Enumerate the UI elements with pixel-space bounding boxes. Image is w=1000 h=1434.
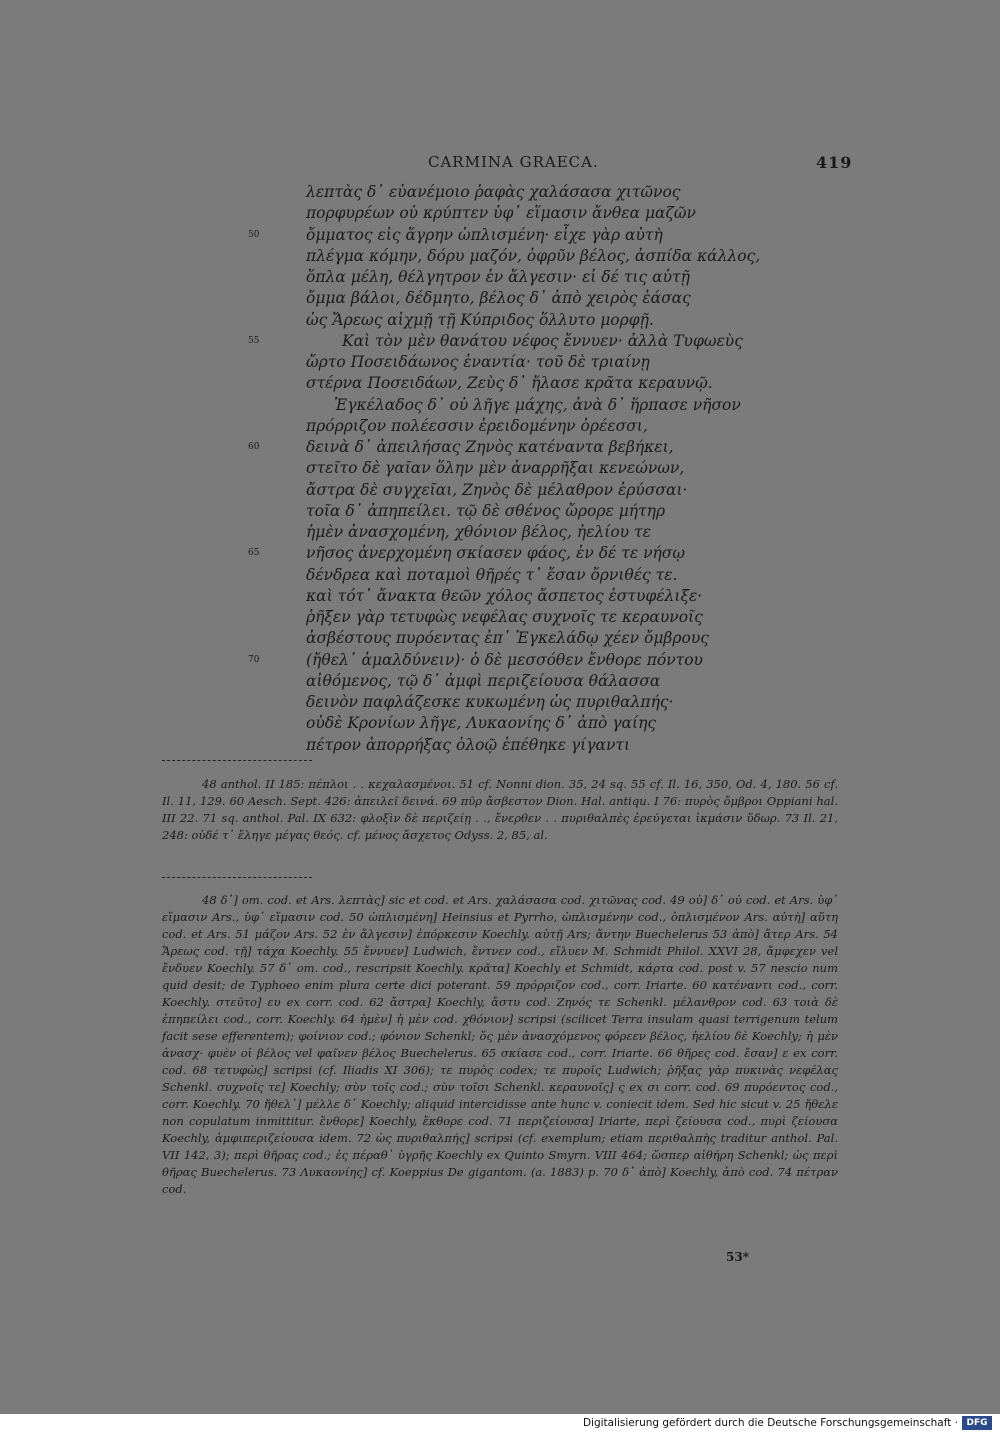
- verse-line-text: πέτρον ἀπορρήξας ὀλοῷ ἐπέθηκε γίγαντι: [306, 735, 631, 754]
- verse-line-text: ὅπλα μέλη, θέλγητρον ἐν ἄλγεσιν· εἰ δέ τις αὐτῇ: [306, 268, 690, 286]
- verse-line-text: πρόρριζον πολέεσσιν ἐρειδομένην ὀρέεσσι,: [306, 416, 648, 435]
- page-number: 419: [816, 153, 853, 172]
- verse-line-text: τοῖα δ᾿ ἀπηπείλει. τῷ δὲ σθένος ὤρορε μήτηρ: [306, 501, 666, 520]
- verse-line-text: αἰθόμενος, τῷ δ᾿ ἀμφὶ περιζείουσα θάλασσα: [306, 671, 661, 690]
- verse-line: [248, 437, 832, 458]
- footer-credit: Digitalisierung gefördert durch die Deutsche Forschungsgemeinschaft ·: [582, 1417, 958, 1429]
- verse-line-text: δεινὰ δ᾿ ἀπειλήσας Ζηνὸς κατέναντα βεβήκει,: [306, 438, 674, 456]
- verse-line: [272, 501, 832, 522]
- verse-text: [248, 182, 832, 756]
- verse-line-text: δεινὸν παφλάζεσκε κυκωμένη ὡς πυριθαλπής·: [306, 693, 674, 711]
- apparatus-text: 48 δ᾿] om. cod. et Ars. λεπτὰς] sic et cod. et Ars. χαλάσασα cod. χιτῶνας cod. 49 οὐ] δ᾿ οὐ cod. et Ars. ὑφ᾿ εἵμασιν Ars., ὑφ᾿ εἵμασιν cod. 50 ὡπλισμένη] Heinsius et Pyrrho, ὡπλισμένην cod., ὁπλισμένον Ars. αὐτὴ] αὕτη cod. et Ars. 51 μάζον Ars. 52 ἐν ἄλγεσιν] ἐπόρκεσιν Koechly. αὐτῇ Ars; ἄντην Buechelerus 53 ἀπὸ] ἄτερ Ars. 54 Ἄρεως cod. τῇ] τάχα Koechly. 55 ἔννυεν] Ludwich, ἔντνεν cod., εἴλυεν M. Schmidt Philol. XXVI 28, ἄμφεχεν vel ἔνδυεν Koechly. 57 δ᾿ om. cod., rescripsit Koechly. κρᾶτα] Koechly et Schmidt, κάρτα cod. post v. 57 nescio num quid desit; de Typhoeo enim plura certe dici poterant. 59 πρόρριζον cod., corr. Iriarte. 60 κατέναντι cod., corr. Koechly. στεῦτο] ευ ex corr. cod. 62 ἄστρα] Koechly, ἄστυ cod. Ζηνός τε Schenkl. μέλανθρον cod. 63 τοιὰ δὲ ἐπηπείλει cod., corr. Koechly. 64 ἠμὲν] ἡ μὲν cod. χθόνιον] scripsi (scilicet Terra insulam quasi terrigenum telum facit sese efferentem); φοίνιον cod.; φόνιον Schenkl; ὅς μὲν ἀνασχόμενος φόρεεν βέλος, ἠελίου δὲ Koechly; ἡ μὲν ἀνασχ· φυὲν οἱ βέλος vel φαῖνεν βέλος Buechelerus. 65 σκίασε cod., corr. Iriarte. 66 θῆρες cod. ἔσαν] ε ex corr. cod. 68 τετυφὼς] scripsi (cf. Iliadis XI 306); τε πυρὸς codex; τε πυροῖς Ludwich; ῥῆξας γὰρ πυκινὰς νεφέλας Schenkl. συχνοῖς τε] Koechly; σὺν τοῖς cod.; σὺν τοῖσι Schenkl. κεραυνοῖς] ς ex σι corr. cod. 69 πυρόεντος cod., corr. Koechly. 70 ἤθελ᾿] μέλλε δ᾿ Koechly; aliquid intercidisse ante hunc v. coniecit idem. Sed hic sicut v. 25 ἤθελε non copulatum inmittitur. ἔνθορε] Koechly, ἔκθορε cod. 71 περιζείουσα] Iriarte, περὶ ζείουσα cod., πυρὶ ζείουσα Koechly, ἀμφιπεριζείουσα idem. 72 ὡς πυριθαλπής] scripsi (cf. exemplum; etiam περιθαλπὴς traditur anthol. Pal. VII 142, 3); περὶ θῆρας cod.; ἐς πέραθ᾿ ὑγρῆς Koechly ex Quinto Smyrn. VIII 464; ὥσπερ αἰθήρη Schenkl; ὡς περὶ θῆρας Buechelerus. 73 Λυκαονίης] cf. Koeppius De gigantom. (a. 1883) p. 70 δ᾿ ἀπὸ] Koechly, ἀπὸ cod. 74 πέτραν cod.: [162, 893, 838, 1196]
- verse-line-text: ἀσβέστους πυρόεντας ἐπ᾿ Ἐγκελάδῳ χέεν ὄμβρους: [306, 629, 709, 648]
- line-number: 60: [248, 442, 260, 452]
- verse-line: [272, 267, 832, 288]
- verse-line-text: ὡς Ἄρεως αἰχμῇ τῇ Κύπριδος ὅλλυτο μορφῇ.: [306, 310, 654, 329]
- verse-line: [248, 650, 832, 671]
- verse-line-text: στεῖτο δὲ γαῖαν ὅλην μὲν ἀναρρῆξαι κενεώνων,: [306, 459, 685, 478]
- verse-line-text: οὐδὲ Κρονίων λῆγε, Λυκαονίης δ᾿ ἀπὸ γαίης: [306, 714, 657, 733]
- verse-line: [272, 480, 832, 501]
- verse-line: [272, 713, 832, 734]
- verse-line-text: λεπτὰς δ᾿ εὐανέμοιο ῥαφὰς χαλάσασα χιτῶνος: [306, 183, 681, 201]
- footer-bar: [0, 1414, 1000, 1434]
- verse-line-text: Ἐγκέλαδος δ᾿ οὐ λῆγε μάχης, ἀνὰ δ᾿ ἥρπασε νῆσον: [334, 395, 741, 414]
- verse-line: [272, 203, 832, 224]
- verse-line-text: Καὶ τὸν μὲν θανάτου νέφος ἔννυεν· ἀλλὰ Τυφωεὺς: [342, 331, 743, 350]
- verse-line: [272, 628, 832, 649]
- critical-apparatus: [162, 892, 838, 1198]
- separator-rule: [162, 877, 312, 879]
- verse-line: [272, 373, 832, 394]
- verse-line: [272, 288, 832, 309]
- verse-line: [272, 607, 832, 628]
- verse-line: [272, 310, 832, 331]
- verse-line: [272, 735, 832, 756]
- verse-line-text: ἄστρα δὲ συγχεῖαι, Ζηνὸς δὲ μέλαθρον ἐρύσσαι·: [306, 480, 688, 499]
- dfg-logo[interactable]: DFG: [962, 1416, 992, 1430]
- verse-line-text: νῆσος ἀνερχομένη σκίασεν φάος, ἐν δέ τε νήσῳ: [306, 544, 686, 563]
- verse-line: [272, 458, 832, 479]
- verse-line-text: ὄμμα βάλοι, δέδμητο, βέλος δ᾿ ἀπὸ χειρὸς ἐάσας: [306, 289, 691, 308]
- separator-rule: [162, 760, 312, 762]
- verse-line: [272, 565, 832, 586]
- verse-line: [248, 331, 832, 352]
- verse-line-text: (ἤθελ᾿ ἀμαλδύνειν)· ὁ δὲ μεσσόθεν ἔνθορε πόντου: [306, 650, 703, 669]
- signature-mark: 53*: [726, 1250, 749, 1264]
- verse-line-text: ἡμὲν ἀνασχομένη, χθόνιον βέλος, ἠελίου τε: [306, 523, 651, 541]
- verse-line: [248, 543, 832, 564]
- verse-line: [272, 182, 832, 203]
- verse-line: [272, 352, 832, 373]
- verse-line-text: δένδρεα καὶ ποταμοὶ θῆρές τ᾿ ἔσαν ὄρνιθές τε.: [306, 565, 678, 584]
- verse-line-text: ὄμματος εἰς ἄγρην ὡπλισμένη· εἶχε γὰρ αὐτὴ: [306, 225, 663, 244]
- verse-line: [272, 416, 832, 437]
- line-number: 55: [248, 335, 260, 346]
- verse-line-text: πλέγμα κόμην, δόρυ μαζόν, ὀφρῦν βέλος, ἀσπίδα κάλλος,: [306, 246, 761, 265]
- running-head: CARMINA GRAECA.: [428, 153, 599, 171]
- line-number: 65: [248, 548, 260, 559]
- verse-line: [272, 522, 832, 543]
- verse-line-text: πορφυρέων οὐ κρύπτεν ὑφ᾿ εἵμασιν ἄνθεα μαζῶν: [306, 204, 696, 223]
- verse-line-text: στέρνα Ποσειδάων, Ζεὺς δ᾿ ἤλασε κρᾶτα κεραυνῷ.: [306, 374, 713, 393]
- line-number: 50: [248, 229, 260, 240]
- verse-line: [272, 395, 832, 416]
- verse-line: [272, 692, 832, 713]
- line-number: 70: [248, 654, 260, 665]
- verse-line-text: καὶ τότ᾿ ἄνακτα θεῶν χόλος ἄσπετος ἐστυφέλιξε·: [306, 586, 703, 605]
- verse-line: [272, 671, 832, 692]
- verse-line-text: ῥῆξεν γὰρ τετυφὼς νεφέλας συχνοῖς τε κεραυνοῖς: [306, 608, 703, 626]
- testimonia-text: 48 anthol. II 185: πέπλοι . . κεχαλασμένοι. 51 cf. Nonni dion. 35, 24 sq. 55 cf. Il. 16, 350, Od. 4, 180. 56 cf. Il. 11, 129. 60 Aesch. Sept. 426: ἀπειλεῖ δεινά. 69 πῦρ ἄσβεστον Dion. Hal. antiqu. I 76: πυρὸς ὄμβροι Oppiani hal. III 22. 71 sq. anthol. Pal. IX 632: φλοξὶν δὲ περιζείῃ . ., ἔνερθεν . . πυριθαλπὲς ἐρεύγεται ἰκμάσιν ὕδωρ. 73 Il. 21, 248: οὐδέ τ᾿ ἔληγε μέγας θεός. cf. μένος ἄσχετος Odyss. 2, 85, al.: [162, 777, 838, 842]
- verse-line: [272, 246, 832, 267]
- verse-line-text: ὤρτο Ποσειδάωνος ἐναντία· τοῦ δὲ τριαίνῃ: [306, 353, 650, 371]
- verse-line: [272, 586, 832, 607]
- testimonia-notes: [162, 776, 838, 844]
- verse-line: [248, 225, 832, 246]
